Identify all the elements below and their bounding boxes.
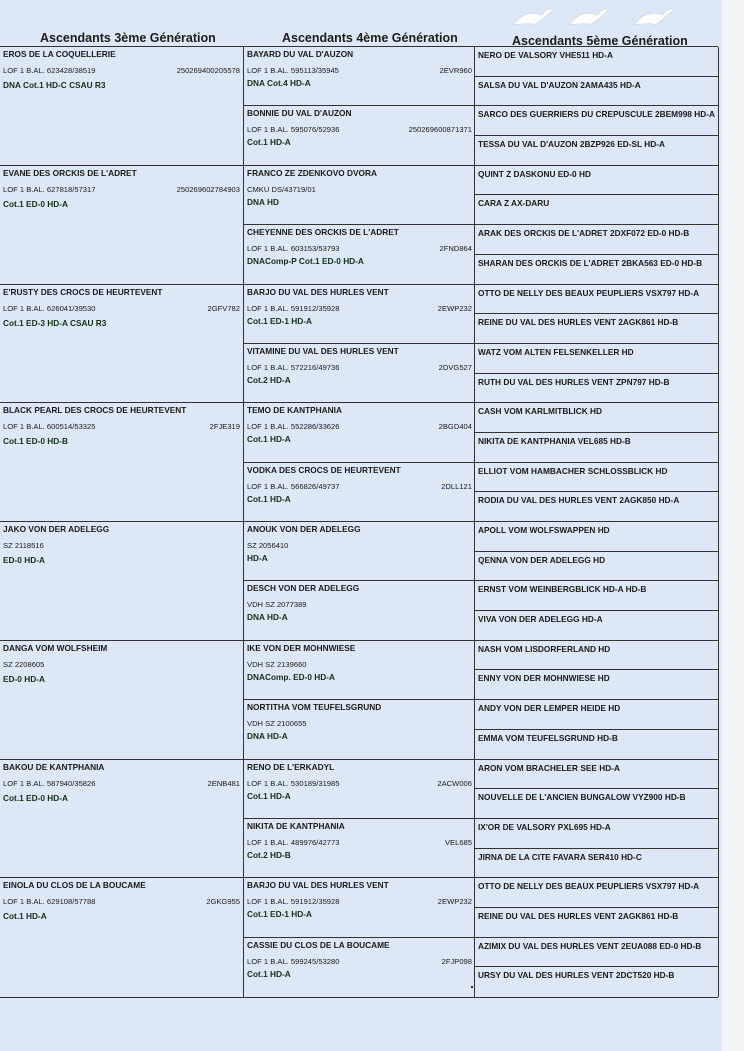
identification-number: 250269400205578 xyxy=(176,66,240,75)
registration-number: LOF 1 B.AL. 572216/49736 xyxy=(247,362,340,372)
gen3-dog-cell xyxy=(0,403,243,522)
gen4-dog-cell xyxy=(244,878,475,937)
health-results: Cot.1 HD-A xyxy=(3,911,47,922)
identification-number: 2DVG527 xyxy=(438,362,472,372)
health-results: DNA Cot.1 HD-C CSAU R3 xyxy=(3,80,106,90)
identification-number: 2GFV782 xyxy=(207,303,240,313)
dog-entry: QUINT Z DASKONU ED-0 HD xyxy=(478,168,591,179)
registration-number: LOF 1 B.AL. 629108/57788 xyxy=(3,897,96,907)
dog-entry: JIRNA DE LA CITE FAVARA SER410 HD-C xyxy=(478,851,642,862)
registration-number: LOF 1 B.AL. 489976/42773 xyxy=(247,837,340,847)
registration-row xyxy=(3,541,240,551)
gen3-dog-cell xyxy=(0,166,243,285)
dog-name: VODKA DES CROCS DE HEURTEVENT xyxy=(247,464,401,475)
dog-entry: OTTO DE NELLY DES BEAUX PEUPLIERS VSX797 HD-A xyxy=(478,881,700,892)
gen3-dog-cell xyxy=(0,285,243,404)
dog-entry: RUTH DU VAL DES HURLES VENT ZPN797 HD-B xyxy=(478,376,670,387)
identification-number: VEL685 xyxy=(444,837,472,847)
dog-name: TEMO DE KANTPHANIA xyxy=(247,405,342,416)
dog-name: NORTITHA VOM TEUFELSGRUND xyxy=(247,702,382,713)
gen5-dog-cell xyxy=(475,819,718,849)
dog-entry: ERNST VOM WEINBERGBLICK HD-A HD-B xyxy=(478,584,647,595)
gen5-dog-cell xyxy=(475,195,718,225)
gen3-dog-cell xyxy=(0,522,243,641)
health-results: DNAComp. ED-0 HD-A xyxy=(247,671,336,682)
registration-row xyxy=(3,66,240,76)
registration-number: LOF 1 B.AL. 599245/53280 xyxy=(247,956,340,966)
dog-name: EVANE DES ORCKIS DE L'ADRET xyxy=(3,167,137,178)
registration-row xyxy=(3,779,240,789)
registration-row xyxy=(247,244,472,254)
health-results: Cot.1 ED-1 HD-A xyxy=(247,315,312,326)
gen5-dog-cell xyxy=(475,938,718,968)
header-gen5: Ascendants 5ème Génération xyxy=(512,34,688,48)
dog-name: BARJO DU VAL DES HURLES VENT xyxy=(247,286,389,297)
dog-name: BARJO DU VAL DES HURLES VENT xyxy=(247,880,389,891)
gen5-dog-cell xyxy=(475,641,718,671)
dog-entry: ARAK DES ORCKIS DE L'ADRET 2DXF072 ED-0 HD-B xyxy=(478,228,690,239)
gen5-dog-cell xyxy=(475,492,718,522)
gen4-dog-cell xyxy=(244,938,475,997)
health-results: Cot.1 ED-0 HD-B xyxy=(3,436,68,447)
registration-number: LOF 1 B.AL. 603153/53793 xyxy=(247,244,340,254)
gen5-dog-cell xyxy=(475,77,718,107)
health-results: Cot.1 HD-A xyxy=(247,137,291,148)
registration-number: LOF 1 B.AL. 595076/52936 xyxy=(247,125,340,135)
gen4-dog-cell xyxy=(244,285,475,344)
registration-row xyxy=(247,304,472,314)
gen5-dog-cell xyxy=(475,878,718,908)
page-edge xyxy=(722,0,744,1051)
gen4-dog-cell xyxy=(244,522,475,581)
gen5-dog-cell xyxy=(475,670,718,700)
gen5-dog-cell xyxy=(475,967,718,997)
dog-name: CHEYENNE DES ORCKIS DE L'ADRET xyxy=(247,227,399,238)
registration-row xyxy=(247,363,472,373)
dog-name: NIKITA DE KANTPHANIA xyxy=(247,820,345,831)
dog-entry: QENNA VON DER ADELEGG HD xyxy=(478,554,606,565)
registration-number: LOF 1 B.AL. 552286/33626 xyxy=(247,422,340,432)
dog-name: IKE VON DER MOHNWIESE xyxy=(247,642,356,653)
health-results: DNA Cot.4 HD-A xyxy=(247,78,311,88)
dog-entry: VIVA VON DER ADELEGG HD-A xyxy=(478,614,603,625)
dog-entry: SHARAN DES ORCKIS DE L'ADRET 2BKA563 ED-0 HD-B xyxy=(478,257,703,268)
registration-number: VDH SZ 2077389 xyxy=(247,600,307,610)
three-running-dogs-icon xyxy=(505,4,705,30)
registration-row xyxy=(247,957,472,967)
registration-row xyxy=(247,185,472,195)
gen5-dog-cell xyxy=(475,166,718,196)
registration-number: LOF 1 B.AL. 587940/35826 xyxy=(3,778,96,788)
dog-entry: ELLIOT VOM HAMBACHER SCHLOSSBLICK HD xyxy=(478,465,668,476)
gen5-dog-cell xyxy=(475,403,718,433)
registration-row xyxy=(247,600,472,610)
registration-number: LOF 1 B.AL. 595113/35945 xyxy=(247,66,339,75)
gen4-dog-cell xyxy=(244,47,475,106)
identification-number: 2FND864 xyxy=(439,244,472,254)
health-results: ED-0 HD-A xyxy=(3,673,45,684)
health-results: ED-0 HD-A xyxy=(3,555,45,565)
gen5-dog-cell xyxy=(475,136,718,166)
registration-number: LOF 1 B.AL. 530189/31985 xyxy=(247,778,340,788)
dog-name: BONNIE DU VAL D'AUZON xyxy=(247,108,352,119)
dog-entry: CASH VOM KARLMITBLICK HD xyxy=(478,406,602,417)
gen4-dog-cell xyxy=(244,344,475,403)
registration-number: SZ 2208605 xyxy=(3,659,45,669)
gen5-dog-cell xyxy=(475,789,718,819)
gen3-dog-cell xyxy=(0,760,243,879)
dog-name: FRANCO ZE ZDENKOVO DVORA xyxy=(247,167,377,178)
identification-number: 2BGD404 xyxy=(438,422,472,432)
gen5-dog-cell xyxy=(475,225,718,255)
health-results: Cot.1 HD-A xyxy=(247,493,291,504)
gen5-dog-cell xyxy=(475,47,718,77)
health-results: DNA HD-A xyxy=(247,731,288,742)
identification-number: 250269600871371 xyxy=(408,125,472,135)
gen5-dog-cell xyxy=(475,255,718,285)
registration-row xyxy=(247,422,472,432)
gen4-dog-cell xyxy=(244,700,475,759)
gen5-dog-cell xyxy=(475,374,718,404)
dog-entry: CARA Z AX-DARU xyxy=(478,198,550,209)
dog-entry: SARCO DES GUERRIERS DU CREPUSCULE 2BEM998 HD-A xyxy=(478,109,715,120)
registration-number: LOF 1 B.AL. 566826/49737 xyxy=(247,481,340,491)
gen5-dog-cell xyxy=(475,344,718,374)
dog-name: DESCH VON DER ADELEGG xyxy=(247,583,360,594)
health-results: DNA HD xyxy=(247,196,279,207)
dog-entry: TESSA DU VAL D'AUZON 2BZP926 ED-SL HD-A xyxy=(478,139,665,150)
header-gen3: Ascendants 3ème Génération xyxy=(40,31,216,45)
gen4-dog-cell xyxy=(244,819,475,878)
pedigree-grid xyxy=(0,46,718,998)
dog-entry: NERO DE VALSORY VHE511 HD-A xyxy=(478,50,613,60)
gen5-dog-cell xyxy=(475,611,718,641)
gen4-dog-cell xyxy=(244,225,475,284)
ink-dot xyxy=(471,986,473,988)
gen3-dog-cell xyxy=(0,641,243,760)
registration-row xyxy=(247,719,472,729)
dog-entry: ENNY VON DER MOHNWIESE HD xyxy=(478,673,610,684)
dog-entry: NOUVELLE DE L'ANCIEN BUNGALOW VYZ900 HD-B xyxy=(478,792,686,803)
dog-name: RENO DE L'ERKADYL xyxy=(247,761,335,772)
dog-entry: ARON VOM BRACHELER SEE HD-A xyxy=(478,762,620,773)
identification-number: 2FJP098 xyxy=(441,956,472,966)
health-results: DNA HD-A xyxy=(247,612,288,623)
registration-number: LOF 1 B.AL. 591912/35928 xyxy=(247,303,340,313)
gen4-column xyxy=(243,47,475,997)
dog-entry: URSY DU VAL DES HURLES VENT 2DCT520 HD-B xyxy=(478,970,675,981)
registration-number: LOF 1 B.AL. 591912/35928 xyxy=(247,897,340,907)
gen4-dog-cell xyxy=(244,463,475,522)
identification-number: 2EWP232 xyxy=(437,303,472,313)
identification-number: 2ENB481 xyxy=(207,778,240,788)
dog-name: BAKOU DE KANTPHANIA xyxy=(3,761,105,772)
dog-name: ANOUK VON DER ADELEGG xyxy=(247,524,361,534)
identification-number: 250269602784903 xyxy=(176,184,240,194)
registration-number: LOF 1 B.AL. 623428/38519 xyxy=(3,66,96,75)
registration-row xyxy=(247,660,472,670)
registration-row xyxy=(247,779,472,789)
dog-name: E'RUSTY DES CROCS DE HEURTEVENT xyxy=(3,286,163,297)
gen4-dog-cell xyxy=(244,581,475,640)
dog-entry: SALSA DU VAL D'AUZON 2AMA435 HD-A xyxy=(478,79,641,90)
gen5-dog-cell xyxy=(475,433,718,463)
health-results: Cot.1 ED-1 HD-A xyxy=(247,909,312,920)
gen5-dog-cell xyxy=(475,106,718,136)
identification-number: 2DLL121 xyxy=(441,481,472,491)
gen4-dog-cell xyxy=(244,760,475,819)
gen3-dog-cell xyxy=(0,878,243,997)
identification-number: 2ACW006 xyxy=(437,778,472,788)
gen4-dog-cell xyxy=(244,166,475,225)
gen5-dog-cell xyxy=(475,700,718,730)
registration-row xyxy=(3,897,240,907)
dog-entry: AZIMIX DU VAL DES HURLES VENT 2EUA088 ED-0 HD-B xyxy=(478,940,702,951)
gen5-dog-cell xyxy=(475,581,718,611)
gen5-dog-cell xyxy=(475,314,718,344)
dog-entry: ANDY VON DER LEMPER HEIDE HD xyxy=(478,703,621,714)
registration-row xyxy=(247,482,472,492)
registration-number: LOF 1 B.AL. 600514/53325 xyxy=(3,422,96,432)
registration-row xyxy=(247,838,472,848)
registration-number: SZ 2056410 xyxy=(247,541,289,550)
registration-number: CMKU DS/43719/01 xyxy=(247,184,316,194)
identification-number: 2EVR960 xyxy=(439,66,472,75)
registration-row xyxy=(247,125,472,135)
gen5-column xyxy=(474,47,719,997)
dog-entry: APOLL VOM WOLFSWAPPEN HD xyxy=(478,525,610,535)
registration-row xyxy=(3,304,240,314)
gen5-dog-cell xyxy=(475,908,718,938)
registration-number: VDH SZ 2139660 xyxy=(247,659,307,669)
registration-row xyxy=(3,185,240,195)
identification-number: 2FJE319 xyxy=(209,422,240,432)
health-results: Cot.2 HD-A xyxy=(247,374,291,385)
gen3-dog-cell xyxy=(0,47,243,166)
gen5-dog-cell xyxy=(475,463,718,493)
dog-name: BAYARD DU VAL D'AUZON xyxy=(247,49,354,59)
health-results: Cot.1 HD-A xyxy=(247,790,291,801)
identification-number: 2EWP232 xyxy=(437,897,472,907)
gen5-dog-cell xyxy=(475,849,718,879)
gen4-dog-cell xyxy=(244,106,475,165)
registration-row xyxy=(247,897,472,907)
dog-name: BLACK PEARL DES CROCS DE HEURTEVENT xyxy=(3,405,187,416)
dog-entry: OTTO DE NELLY DES BEAUX PEUPLIERS VSX797 HD-A xyxy=(478,287,700,298)
dog-entry: REINE DU VAL DES HURLES VENT 2AGK861 HD-B xyxy=(478,317,679,328)
dog-name: JAKO VON DER ADELEGG xyxy=(3,524,110,534)
dog-name: CASSIE DU CLOS DE LA BOUCAME xyxy=(247,939,390,950)
registration-number: LOF 1 B.AL. 627818/57317 xyxy=(3,184,96,194)
health-results: Cot.1 ED-3 HD-A CSAU R3 xyxy=(3,317,107,328)
gen5-dog-cell xyxy=(475,552,718,582)
health-results: HD-A xyxy=(247,553,268,563)
header-gen4: Ascendants 4ème Génération xyxy=(282,31,458,45)
registration-row xyxy=(3,660,240,670)
identification-number: 2GKG955 xyxy=(206,897,240,907)
dog-entry: NIKITA DE KANTPHANIA VEL685 HD-B xyxy=(478,435,631,446)
gen5-dog-cell xyxy=(475,285,718,315)
registration-number: SZ 2118516 xyxy=(3,541,44,550)
dog-name: EROS DE LA COQUELLERIE xyxy=(3,49,116,59)
health-results: Cot.1 ED-0 HD-A xyxy=(3,792,68,803)
gen5-dog-cell xyxy=(475,730,718,760)
gen5-dog-cell xyxy=(475,760,718,790)
health-results: Cot.1 HD-A xyxy=(247,434,291,445)
dog-entry: WATZ VOM ALTEN FELSENKELLER HD xyxy=(478,346,634,357)
gen4-dog-cell xyxy=(244,403,475,462)
dog-entry: RODIA DU VAL DES HURLES VENT 2AGK850 HD-A xyxy=(478,495,680,506)
registration-row xyxy=(247,541,472,551)
gen5-dog-cell xyxy=(475,522,718,552)
dog-entry: REINE DU VAL DES HURLES VENT 2AGK861 HD-B xyxy=(478,910,679,921)
registration-number: VDH SZ 2100655 xyxy=(247,719,307,729)
dog-name: EINOLA DU CLOS DE LA BOUCAME xyxy=(3,880,146,891)
health-results: Cot.2 HD-B xyxy=(247,849,291,860)
health-results: Cot.1 HD-A xyxy=(247,968,291,979)
registration-row xyxy=(247,66,472,76)
dog-entry: EMMA VOM TEUFELSGRUND HD-B xyxy=(478,732,618,743)
registration-number: LOF 1 B.AL. 626041/39530 xyxy=(3,303,96,313)
dog-entry: IX'OR DE VALSORY PXL695 HD-A xyxy=(478,821,611,832)
registration-row xyxy=(3,422,240,432)
gen4-dog-cell xyxy=(244,641,475,700)
health-results: Cot.1 ED-0 HD-A xyxy=(3,198,68,209)
dog-name: VITAMINE DU VAL DES HURLES VENT xyxy=(247,345,399,356)
dog-entry: NASH VOM LISDORFERLAND HD xyxy=(478,643,611,654)
gen3-column xyxy=(0,47,243,997)
dog-name: DANGA VOM WOLFSHEIM xyxy=(3,642,108,653)
health-results: DNAComp-P Cot.1 ED-0 HD-A xyxy=(247,256,364,267)
